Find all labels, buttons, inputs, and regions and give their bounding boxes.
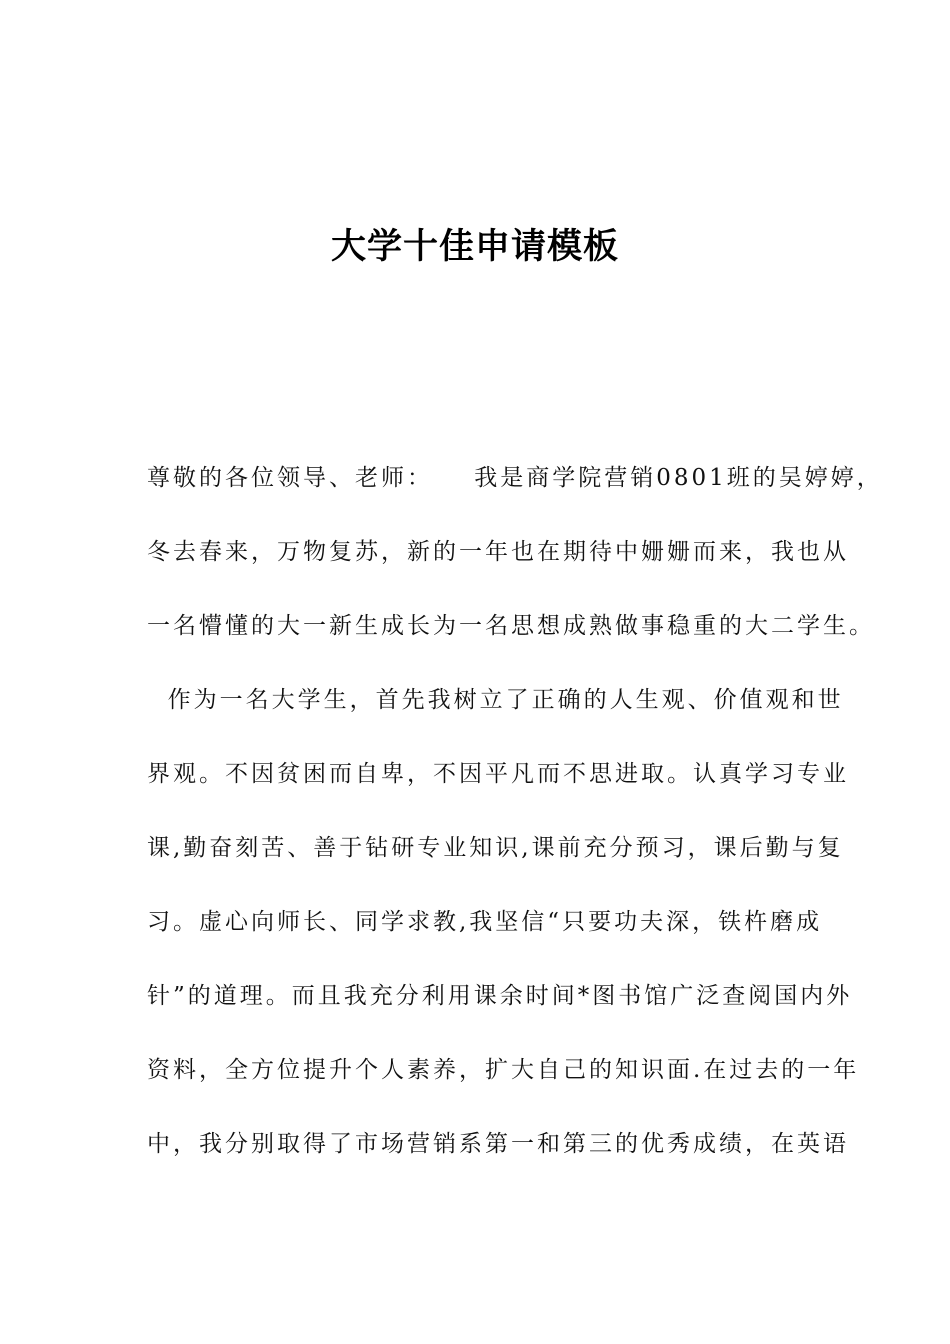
body-text-line: 作为一名大学生，首先我树立了正确的人生观、价值观和世 — [147, 687, 844, 713]
body-text-line: 中，我分别取得了市场营销系第一和第三的优秀成绩，在英语 — [147, 1131, 849, 1157]
body-text-line: 资料，全方位提升个人素养，扩大自己的知识面.在过去的一年 — [147, 1057, 860, 1083]
body-text-line: 界观。不因贫困而自卑，不因平凡而不思进取。认真学习专业 — [147, 761, 849, 787]
body-text-line: 习。虚心向师长、同学求教,我坚信“只要功夫深，铁杵磨成 — [147, 909, 823, 935]
body-text-line: 冬去春来，万物复苏，新的一年也在期待中姗姗而来，我也从 — [147, 539, 849, 565]
body-text-line: 尊敬的各位领导、老师： 我是商学院营销0801班的吴婷婷， — [147, 465, 883, 491]
body-text-line: 课,勤奋刻苦、善于钻研专业知识,课前充分预习，课后勤与复 — [147, 835, 844, 861]
body-text-line: 一名懵懂的大一新生成长为一名思想成熟做事稳重的大二学生。 — [147, 613, 875, 639]
document-title: 大学十佳申请模板 — [330, 227, 619, 267]
body-text-line: 针”的道理。而且我充分利用课余时间*图书馆广泛查阅国内外 — [147, 983, 853, 1009]
